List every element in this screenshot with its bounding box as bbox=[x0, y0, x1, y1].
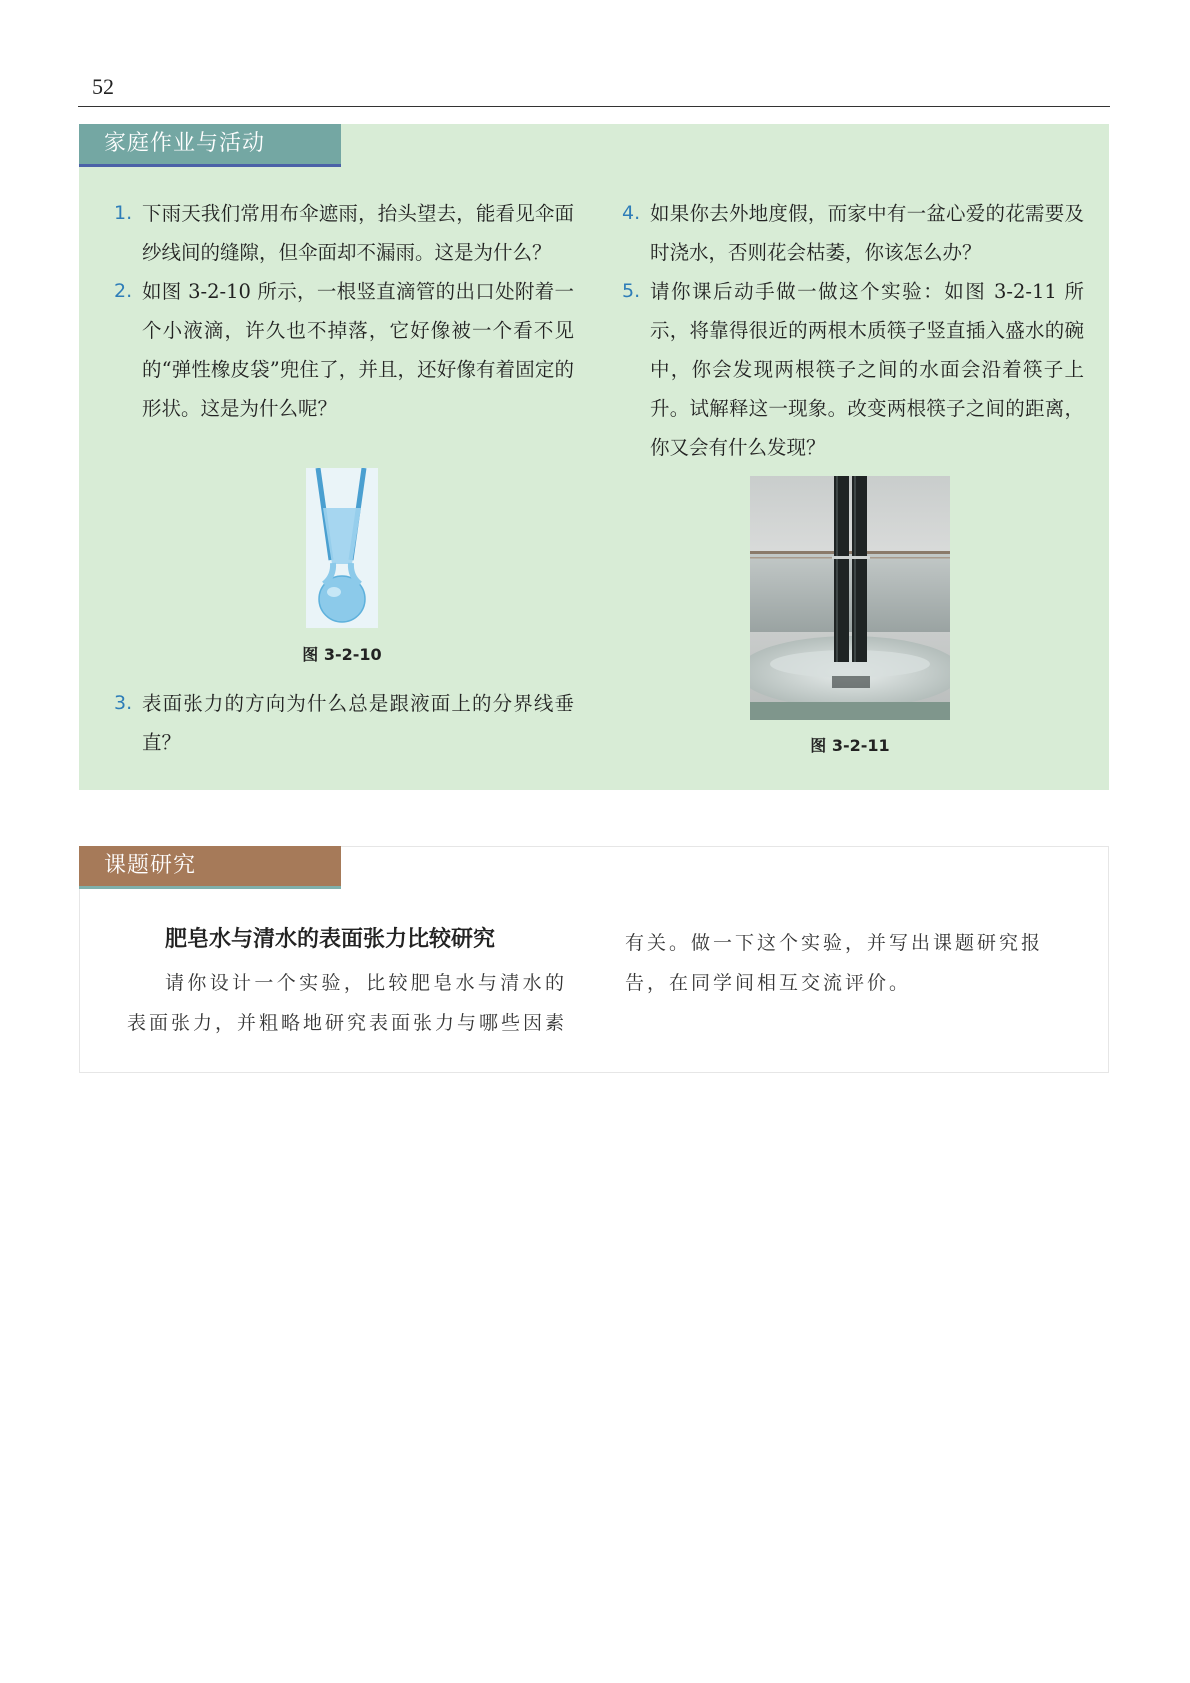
question-2 bbox=[112, 272, 574, 428]
question-number: 3. bbox=[114, 692, 133, 714]
question-text: 如图 3-2-10 所示，一根竖直滴管的出口处附着一个小液滴，许久也不掉落，它好像被一个看不见的“弹性橡皮袋”兜住了，并且，还好像有着固定的形状。这是为什么呢？ bbox=[142, 280, 574, 420]
homework-left-column bbox=[112, 194, 574, 428]
question-number: 4. bbox=[622, 202, 641, 224]
question-1 bbox=[112, 194, 574, 272]
question-5 bbox=[620, 272, 1084, 467]
dropper-droplet-illustration bbox=[306, 468, 378, 628]
question-number: 2. bbox=[114, 280, 133, 302]
page-number: 52 bbox=[92, 74, 114, 99]
chopsticks-photo bbox=[750, 476, 950, 720]
question-text: 请你课后动手做一做这个实验：如图 3-2-11 所示，将靠得很近的两根木质筷子竖直插入盛水的碗中，你会发现两根筷子之间的水面会沿着筷子上升。试解释这一现象。改变两根筷子之间的距离，你又会有什么发现？ bbox=[650, 280, 1084, 459]
question-number: 1. bbox=[114, 202, 133, 224]
research-body-right: 有关。做一下这个实验，并写出课题研究报告，在同学间相互交流评价。 bbox=[625, 932, 1044, 994]
research-tab: 课题研究 bbox=[79, 846, 341, 889]
figure-3-2-10-caption: 图 3-2-10 bbox=[302, 645, 382, 664]
homework-right-column bbox=[620, 194, 1084, 467]
header-rule bbox=[78, 106, 1110, 107]
question-number: 5. bbox=[622, 280, 641, 302]
research-body-left: 请你设计一个实验，比较肥皂水与清水的表面张力，并粗略地研究表面张力与哪些因素 bbox=[127, 972, 568, 1034]
question-3 bbox=[112, 684, 574, 762]
question-text: 表面张力的方向为什么总是跟液面上的分界线垂直？ bbox=[142, 692, 574, 754]
research-title: 肥皂水与清水的表面张力比较研究 bbox=[165, 927, 496, 952]
question-4 bbox=[620, 194, 1084, 272]
question-text: 下雨天我们常用布伞遮雨，抬头望去，能看见伞面纱线间的缝隙，但伞面却不漏雨。这是为什么？ bbox=[142, 202, 574, 264]
figure-3-2-11-caption: 图 3-2-11 bbox=[810, 736, 890, 755]
question-text: 如果你去外地度假，而家中有一盆心爱的花需要及时浇水，否则花会枯萎，你该怎么办？ bbox=[650, 202, 1084, 264]
homework-left-column-lower bbox=[112, 684, 574, 762]
figure-3-2-10 bbox=[306, 468, 378, 628]
homework-tab: 家庭作业与活动 bbox=[79, 124, 341, 167]
figure-3-2-11 bbox=[750, 476, 950, 720]
